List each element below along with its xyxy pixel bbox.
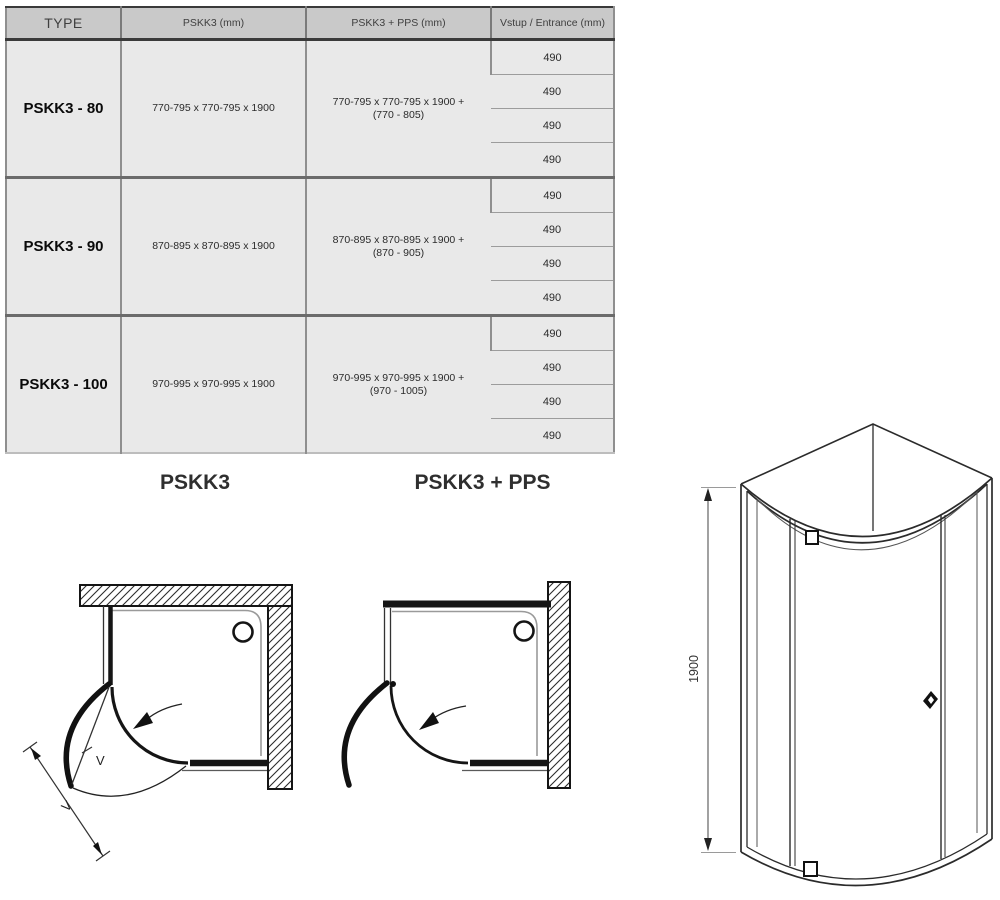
pskk3-dimensions-cell: 970-995 x 970-995 x 1900 bbox=[121, 316, 306, 454]
plan-left-title: PSKK3 bbox=[159, 471, 231, 494]
table-row bbox=[6, 40, 614, 75]
dimension-end-tick bbox=[96, 851, 110, 861]
technical-drawings bbox=[0, 420, 1000, 900]
door-arc-open bbox=[66, 684, 109, 786]
door-arc-open bbox=[344, 683, 387, 785]
entrance-value: 490 bbox=[491, 143, 614, 178]
pps-dimension-line2: (870 - 905) bbox=[372, 246, 425, 259]
dimension-arrowhead bbox=[704, 838, 712, 851]
drain-icon bbox=[234, 623, 253, 642]
wall-right-hatched bbox=[268, 606, 292, 789]
type-cell: PSKK3 - 90 bbox=[6, 178, 121, 316]
back-top-edges bbox=[741, 424, 992, 484]
dimension-arrowhead bbox=[704, 488, 712, 501]
drain-icon bbox=[515, 622, 534, 641]
dimension-end-tick bbox=[23, 742, 37, 752]
entrance-value: 490 bbox=[491, 213, 614, 247]
column-header-type: TYPE bbox=[6, 7, 121, 40]
plan-view-pskk3 bbox=[23, 585, 292, 861]
pskk3-pps-dimensions-cell bbox=[306, 40, 491, 178]
wall-top-hatched bbox=[80, 585, 292, 606]
table-row bbox=[6, 178, 614, 213]
pskk3-dimensions-cell: 870-895 x 870-895 x 1900 bbox=[121, 178, 306, 316]
entrance-value: 490 bbox=[491, 247, 614, 281]
type-cell: PSKK3 - 80 bbox=[23, 100, 104, 117]
entrance-value: 490 bbox=[491, 419, 614, 454]
pps-dimension-line1: 870-895 x 870-895 x 1900 + bbox=[332, 233, 465, 246]
entrance-value: 490 bbox=[491, 178, 614, 213]
top-rim-outer bbox=[741, 478, 992, 537]
entrance-value: 490 bbox=[491, 109, 614, 143]
column-header-pskk3: PSKK3 (mm) bbox=[121, 7, 306, 40]
pps-dimension-line2: (970 - 1005) bbox=[369, 384, 428, 397]
table-row bbox=[6, 316, 614, 351]
entrance-chord-label: V bbox=[96, 753, 105, 768]
plan-view-pskk3-pps bbox=[344, 582, 570, 788]
entrance-diagonal-label: V bbox=[58, 797, 75, 815]
type-cell: PSKK3 - 100 bbox=[6, 316, 121, 454]
elevation-view bbox=[687, 424, 992, 886]
entrance-value: 490 bbox=[491, 75, 614, 109]
entrance-value: 490 bbox=[491, 351, 614, 385]
pskk3-pps-dimensions-cell bbox=[306, 178, 491, 316]
plan-right-title: PSKK3 + PPS bbox=[414, 471, 551, 494]
dimension-tick bbox=[82, 747, 92, 753]
dimension-arrowhead bbox=[31, 748, 41, 760]
column-header-entrance: Vstup / Entrance (mm) bbox=[491, 7, 614, 40]
spec-table bbox=[5, 6, 615, 454]
door-swing-path bbox=[73, 766, 186, 796]
wall-right-hatched bbox=[548, 582, 570, 788]
swing-arrow-tail bbox=[146, 704, 182, 720]
column-header-pskk3-pps: PSKK3 + PPS (mm) bbox=[306, 7, 491, 40]
entrance-value: 490 bbox=[491, 40, 614, 75]
pps-dimension-line1: 970-995 x 970-995 x 1900 + bbox=[332, 371, 465, 384]
swing-arrow-tail bbox=[431, 706, 466, 720]
table-header-row bbox=[6, 7, 614, 40]
door-arc-closed bbox=[112, 687, 188, 763]
entrance-value: 490 bbox=[491, 385, 614, 419]
swing-arrow-icon bbox=[419, 712, 439, 730]
pps-dimension-line1: 770-795 x 770-795 x 1900 + bbox=[332, 95, 465, 108]
entrance-value: 490 bbox=[491, 316, 614, 351]
swing-arrow-icon bbox=[133, 712, 153, 729]
hinge-bottom-icon bbox=[804, 862, 817, 876]
hinge-top-icon bbox=[806, 531, 818, 544]
entrance-value: 490 bbox=[491, 281, 614, 316]
pps-dimension-line2: (770 - 805) bbox=[372, 108, 425, 121]
height-dimension-label: 1900 bbox=[687, 655, 701, 683]
pskk3-dimensions-cell: 770-795 x 770-795 x 1900 bbox=[121, 40, 306, 178]
